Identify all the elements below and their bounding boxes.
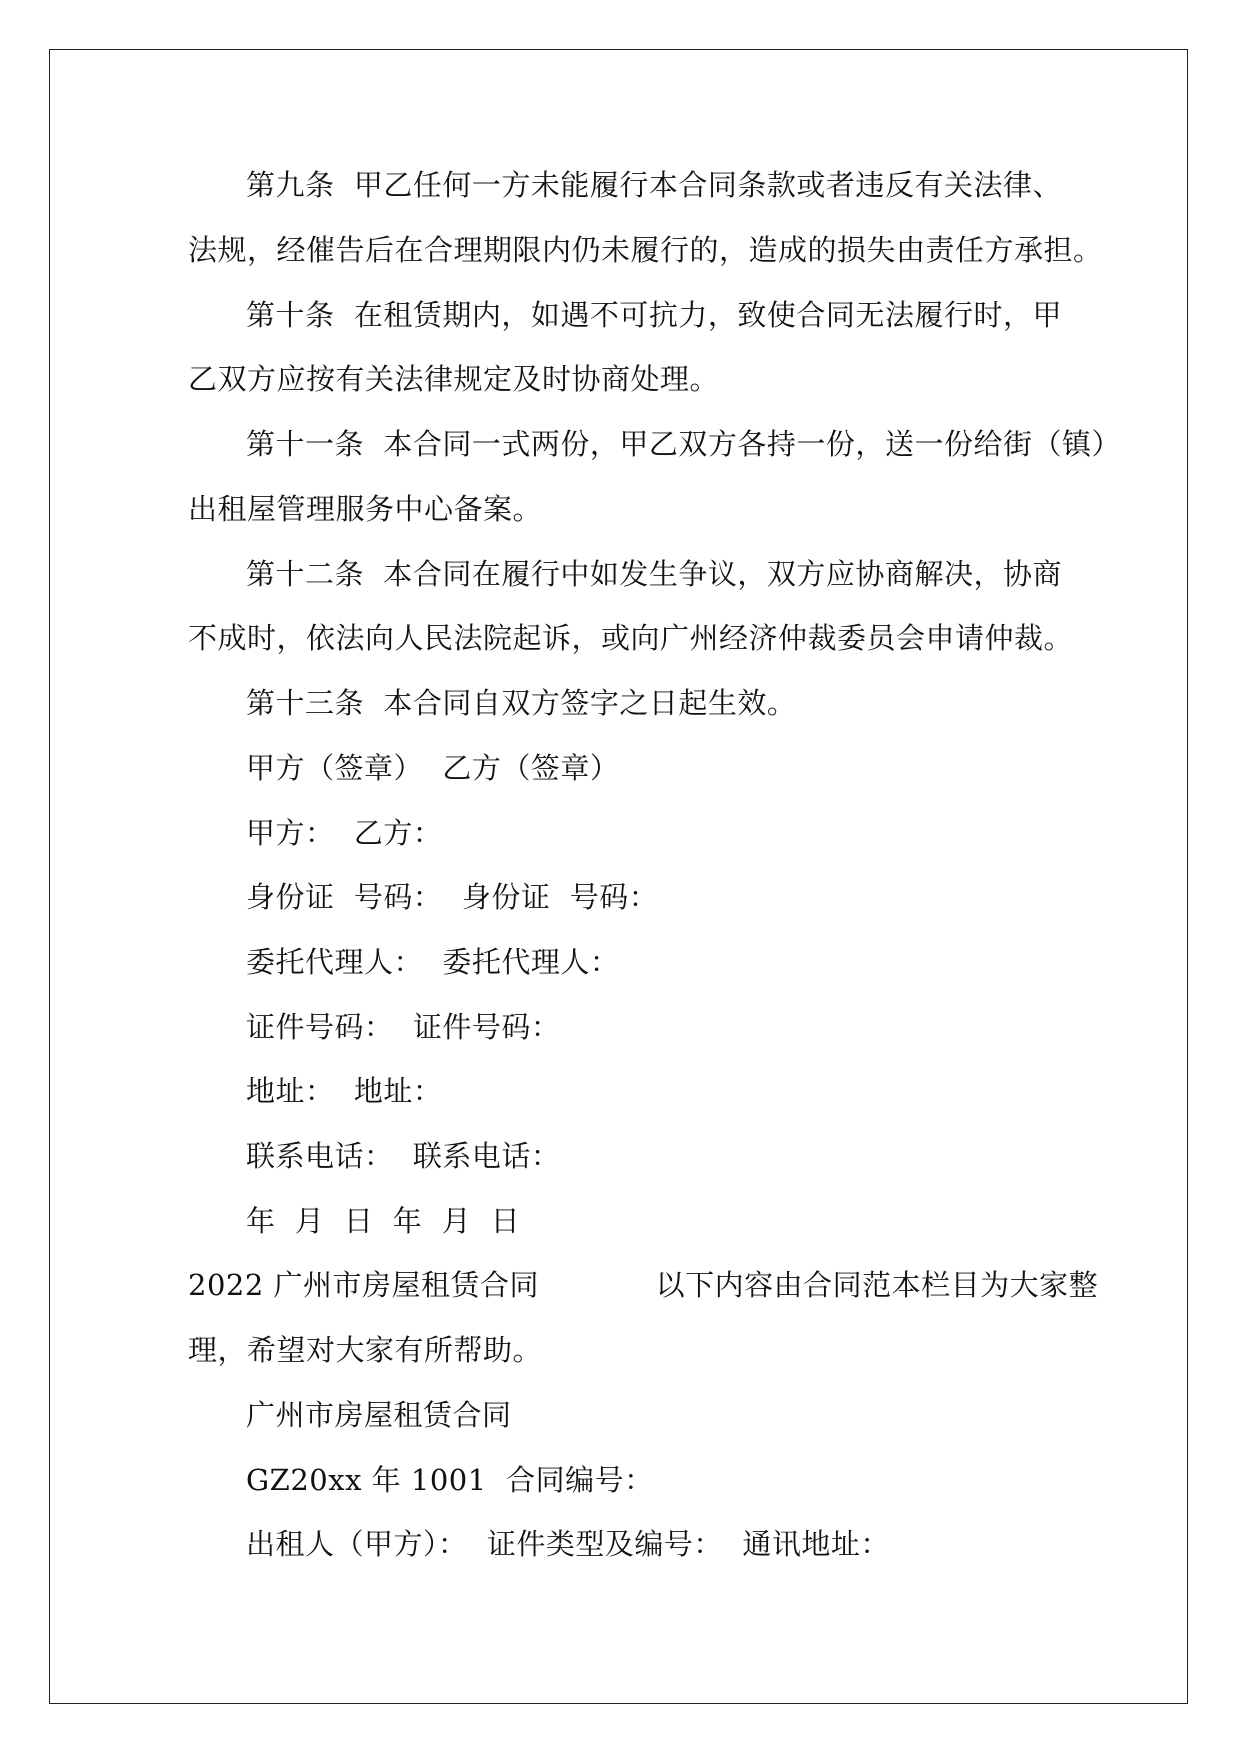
intro-line-2: 理，希望对大家有所帮助。 — [188, 1333, 543, 1367]
addresses: 地址： 地址： — [246, 1074, 443, 1108]
certificate-numbers: 证件号码： 证件号码： — [246, 1010, 561, 1044]
lessor-info: 出租人（甲方）： 证件类型及编号： 通讯地址： — [246, 1527, 890, 1561]
contract-number: GZ20xx 年 1001 合同编号： — [246, 1463, 654, 1497]
intro-line-1: 2022 广州市房屋租赁合同 以下内容由合同范本栏目为大家整 — [188, 1268, 1099, 1302]
clause-12-line-2: 不成时，依法向人民法院起诉，或向广州经济仲裁委员会申请仲裁。 — [188, 621, 1074, 655]
clause-9-line-1: 第九条 甲乙任何一方未能履行本合同条款或者违反有关法律、 — [246, 168, 1062, 202]
clause-9-line-2: 法规，经催告后在合理期限内仍未履行的，造成的损失由责任方承担。 — [188, 233, 1103, 267]
clause-10-line-1: 第十条 在租赁期内，如遇不可抗力，致使合同无法履行时，甲 — [246, 298, 1062, 332]
phone-numbers: 联系电话： 联系电话： — [246, 1139, 561, 1173]
id-numbers: 身份证 号码： 身份证 号码： — [246, 880, 659, 914]
agents: 委托代理人： 委托代理人： — [246, 945, 620, 979]
signing-dates: 年 月 日 年 月 日 — [246, 1204, 521, 1238]
party-names: 甲方： 乙方： — [246, 816, 443, 850]
clause-10-line-2: 乙双方应按有关法律规定及时协商处理。 — [188, 362, 720, 396]
contract-title: 广州市房屋租赁合同 — [246, 1398, 512, 1432]
clause-12-line-1: 第十二条 本合同在履行中如发生争议，双方应协商解决，协商 — [246, 557, 1062, 591]
clause-13: 第十三条 本合同自双方签字之日起生效。 — [246, 686, 797, 720]
clause-11-line-1: 第十一条 本合同一式两份，甲乙双方各持一份，送一份给街（镇） — [246, 427, 1121, 461]
signature-heading: 甲方（签章） 乙方（签章） — [246, 751, 620, 785]
clause-11-line-2: 出租屋管理服务中心备案。 — [188, 492, 543, 526]
